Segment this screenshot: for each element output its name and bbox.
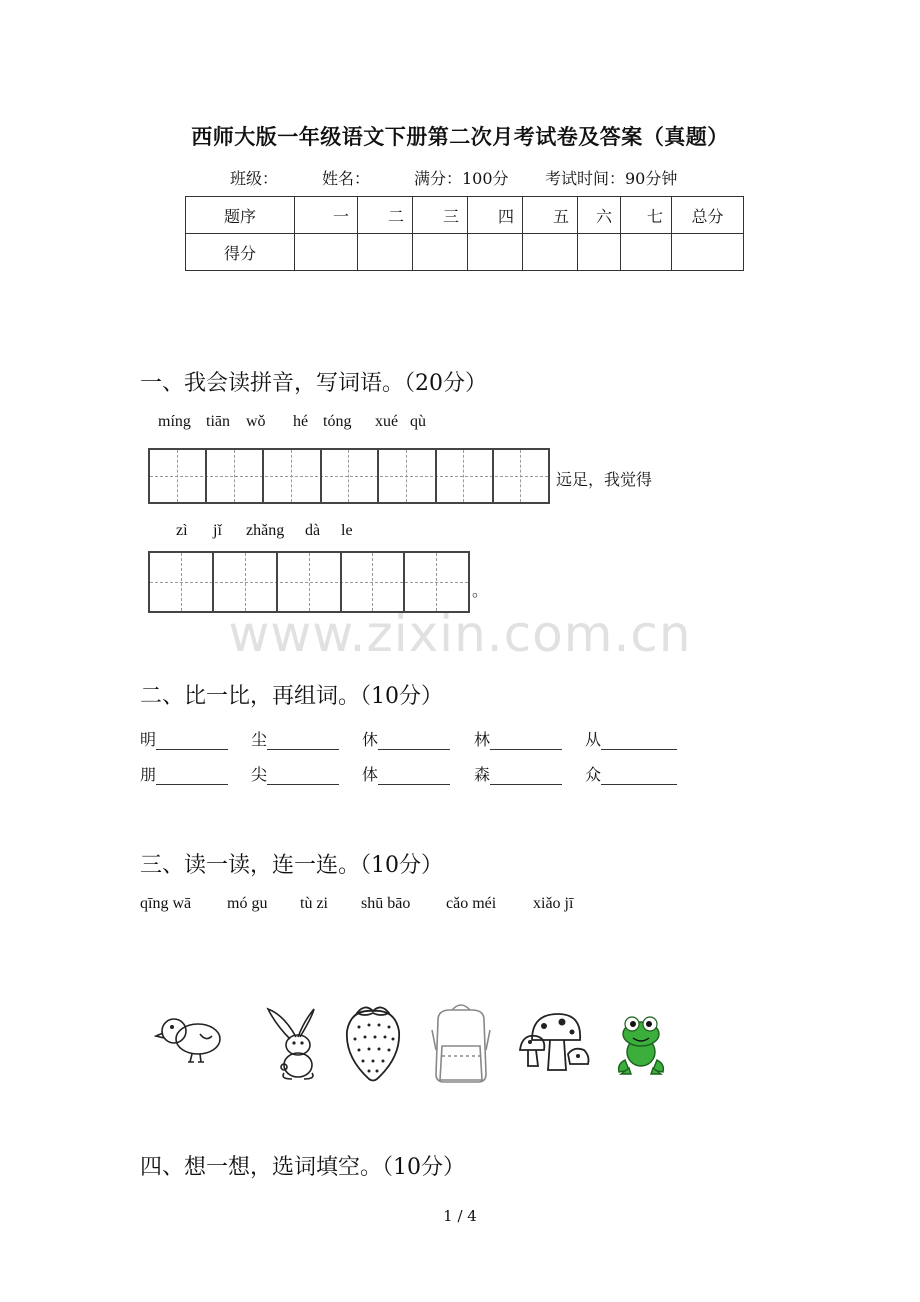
pinyin-word: míng [158,413,191,430]
pinyin-word: tóng [323,413,352,430]
section1-heading: 一、我会读拼音，写词语。（20分） [140,371,487,396]
score-header-cell: 二 [358,197,413,234]
pinyin-word: dà [305,522,321,539]
compare-item [585,727,677,750]
score-cell[interactable] [468,234,523,271]
section3-heading: 三、读一读，连一连。（10分） [140,853,443,878]
full-score: 满分：100分 [414,169,509,188]
score-cell[interactable] [621,234,672,271]
score-header-cell: 五 [523,197,578,234]
answer-blank[interactable] [156,767,228,785]
pinyin-word[interactable]: tù zi [300,895,328,912]
score-header-cell: 题序 [186,197,295,234]
section2-heading: 二、比一比，再组词。（10分） [140,684,443,709]
pinyin-word: hé [293,413,309,430]
compare-item [474,727,562,750]
pinyin-word[interactable]: shū bāo [361,895,411,912]
score-cell[interactable] [578,234,621,271]
score-table [185,196,744,271]
pinyin-word: zhǎng [246,522,285,539]
frog-icon[interactable] [615,1012,667,1076]
name-label: 姓名： [322,169,371,188]
pinyin-word[interactable]: xiǎo jī [533,895,574,912]
compare-char: 体 [362,765,379,784]
score-header-cell: 七 [621,197,672,234]
compare-char: 从 [585,730,602,749]
compare-char: 森 [474,765,491,784]
score-cell[interactable] [523,234,578,271]
answer-blank[interactable] [267,767,339,785]
pinyin-word: jǐ [213,522,222,539]
score-cell[interactable] [295,234,358,271]
score-cell[interactable] [672,234,744,271]
pinyin-word: le [341,522,353,539]
strawberry-icon[interactable] [343,1001,403,1083]
pinyin-word: tiān [206,413,230,430]
answer-blank[interactable] [267,732,339,750]
score-table-header-row [186,197,744,234]
sentence-text: 远足，我觉得 [556,470,653,489]
page-title: 西师大版一年级语文下册第二次月考试卷及答案（真题） [191,124,729,149]
sentence-period: 。 [472,581,489,600]
score-header-cell: 总分 [672,197,744,234]
compare-item [362,727,450,750]
pinyin-word[interactable]: mó gu [227,895,268,912]
backpack-icon[interactable] [428,1000,494,1084]
answer-blank[interactable] [490,732,562,750]
pinyin-word: zì [176,522,188,539]
answer-blank[interactable] [490,767,562,785]
pinyin-word: wǒ [246,413,266,430]
compare-char: 林 [474,730,491,749]
writing-grid-2[interactable] [148,551,470,613]
compare-char: 尘 [251,730,268,749]
score-table-score-row [186,234,744,271]
answer-blank[interactable] [601,767,677,785]
chick-icon[interactable] [154,1012,224,1064]
pinyin-word: qù [410,413,426,430]
compare-char: 尖 [251,765,268,784]
score-header-cell: 一 [295,197,358,234]
score-cell[interactable] [358,234,413,271]
score-header-cell: 三 [413,197,468,234]
compare-char: 休 [362,730,379,749]
answer-blank[interactable] [378,732,450,750]
class-label: 班级： [230,169,279,188]
compare-item [251,762,339,785]
compare-char: 朋 [140,765,157,784]
score-header-cell: 四 [468,197,523,234]
page-number: 1 / 4 [443,1207,477,1225]
compare-item [251,727,339,750]
answer-blank[interactable] [378,767,450,785]
pinyin-word: xué [375,413,399,430]
score-header-cell: 六 [578,197,621,234]
compare-char: 明 [140,730,157,749]
writing-grid-1[interactable] [148,448,550,504]
compare-item [585,762,677,785]
section4-heading: 四、想一想，选词填空。（10分） [140,1155,465,1180]
exam-time: 考试时间：90分钟 [545,169,678,188]
compare-item [140,727,228,750]
answer-blank[interactable] [601,732,677,750]
pinyin-word[interactable]: qīng wā [140,895,192,912]
score-cell[interactable] [413,234,468,271]
rabbit-icon[interactable] [262,1007,324,1081]
compare-item [362,762,450,785]
compare-item [474,762,562,785]
answer-blank[interactable] [156,732,228,750]
mushroom-icon[interactable] [518,1010,592,1076]
score-row-label: 得分 [186,234,295,271]
pinyin-word[interactable]: cǎo méi [446,895,497,912]
watermark: www.zixin.com.cn [228,605,692,663]
compare-item [140,762,228,785]
compare-char: 众 [585,765,602,784]
